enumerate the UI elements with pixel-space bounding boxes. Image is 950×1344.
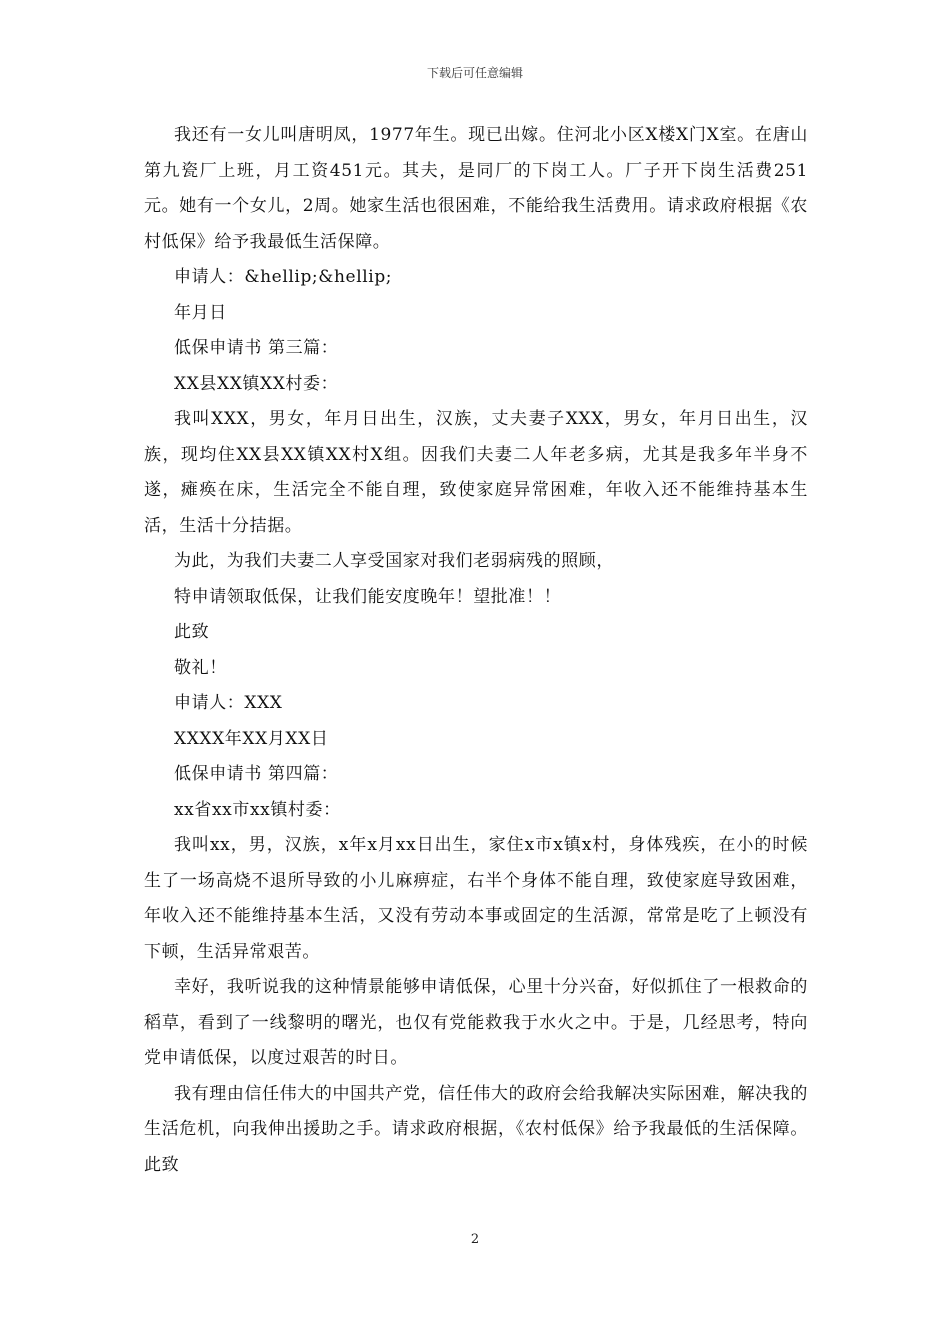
recipient-3: XX县XX镇XX村委： — [174, 373, 339, 394]
page-header: 下载后可任意编辑 — [426, 66, 523, 80]
closing-regards: 敬礼！ — [174, 657, 227, 678]
paragraph-hope-4: 幸好，我听说我的这种情景能够申请低保，心里十分兴奋，好似抓住了一根救命的稻草，看到了一线黎明的曙光，也仅有党能救我于水火之中。于是，几经思考，特向党申请低保，以度过艰苦的时日。 — [144, 977, 808, 1068]
paragraph-body-4: 我叫xx，男，汉族，x年x月xx日出生，家住x市x镇x村，身体残疾，在小的时候生了一场高烧不退所导致的小儿麻痹症，右半个身体不能自理，致使家庭导致困难，年收入还不能维持基本生活，又没有劳动本事或固定的生活源，常常是吃了上顿没有下顿，生活异常艰苦。 — [144, 835, 808, 962]
date-3: XXXX年XX月XX日 — [174, 728, 329, 749]
paragraph-daughter-info: 我还有一女儿叫唐明凤，1977年生。现已出嫁。住河北小区X楼X门X室。在唐山第九瓷厂上班，月工资451元。其夫，是同厂的下岗工人。厂子开下岗生活费251元。她有一个女儿，2周。她家生活也很困难，不能给我生活费用。请求政府根据《农村低保》给予我最低生活保障。 — [144, 125, 808, 252]
paragraph-reason-3: 为此，为我们夫妻二人享受国家对我们老弱病残的照顾， — [174, 551, 614, 571]
closing-salutation: 此致 — [174, 622, 210, 642]
paragraph-applicant-1: 申请人：&hellip;&hellip; — [174, 267, 393, 287]
paragraph-body-3: 我叫XXX，男女，年月日出生，汉族，丈夫妻子XXX，男女，年月日出生，汉族，现均住XX县XX镇XX村X组。因我们夫妻二人年老多病，尤其是我多年半身不遂，瘫痪在床，生活完全不能自理，致使家庭异常困难，年收入还不能维持基本生活，生活十分拮据。 — [144, 409, 808, 536]
applicant-signature-3: 申请人：XXX — [174, 693, 283, 713]
section-title-3: 低保申请书 第三篇： — [174, 338, 339, 358]
page-number: 2 — [470, 1232, 480, 1247]
paragraph-request-3: 特申请领取低保，让我们能安度晚年！望批准！！ — [174, 586, 562, 607]
section-title-4: 低保申请书 第四篇： — [174, 764, 339, 784]
paragraph-trust-4: 我有理由信任伟大的中国共产党，信任伟大的政府会给我解决实际困难，解决我的生活危机，向我伸出援助之手。请求政府根据，《农村低保》给予我最低的生活保障。此致 — [144, 1083, 808, 1175]
document-body — [144, 118, 808, 1183]
paragraph-date-1: 年月日 — [174, 302, 227, 323]
recipient-4: xx省xx市xx镇村委： — [174, 799, 341, 820]
